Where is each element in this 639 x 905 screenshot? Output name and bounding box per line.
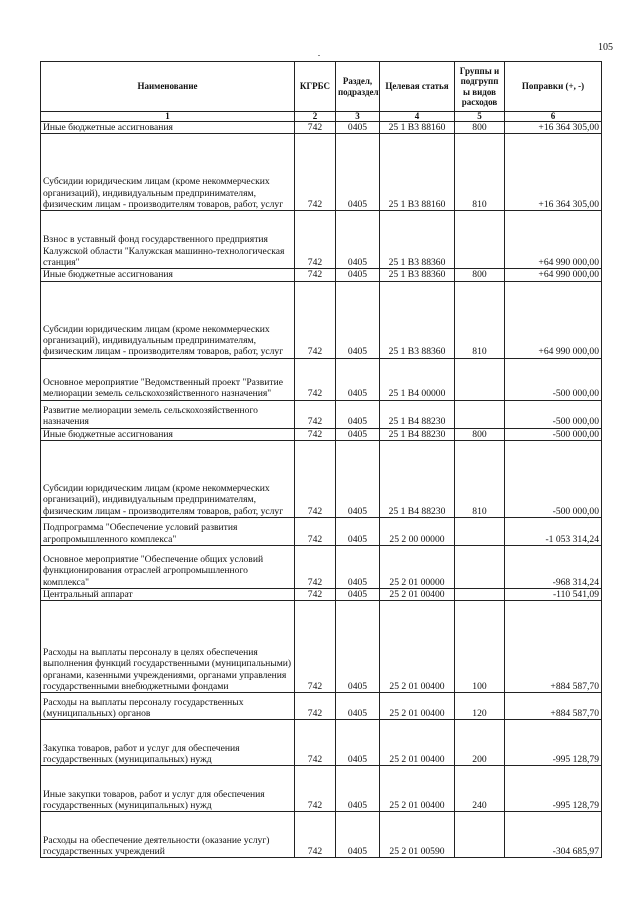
row-target: 25 2 01 00400 <box>380 766 455 812</box>
row-group <box>455 812 505 858</box>
row-section: 0405 <box>336 517 380 545</box>
row-amount: -304 685,97 <box>505 812 602 858</box>
row-target: 25 1 B3 88160 <box>380 122 455 134</box>
row-kgrbs: 742 <box>295 588 336 600</box>
row-kgrbs: 742 <box>295 400 336 428</box>
table-body <box>41 122 602 858</box>
column-number: 3 <box>336 112 380 122</box>
row-group <box>455 358 505 400</box>
row-group: 120 <box>455 693 505 720</box>
header-name: Наименование <box>41 62 295 112</box>
row-name: Иные бюджетные ассигнования <box>41 122 295 134</box>
column-number: 2 <box>295 112 336 122</box>
row-kgrbs: 742 <box>295 428 336 440</box>
row-section: 0405 <box>336 545 380 588</box>
table-row <box>41 358 602 400</box>
row-name: Развитие мелиорации земель сельскохозяйственного назначения <box>41 400 295 428</box>
row-group: 100 <box>455 601 505 693</box>
row-group: 240 <box>455 766 505 812</box>
row-target: 25 2 01 00400 <box>380 720 455 766</box>
budget-table <box>40 61 602 858</box>
row-name: Центральный аппарат <box>41 588 295 600</box>
row-amount: -968 314,24 <box>505 545 602 588</box>
row-amount: -110 541,09 <box>505 588 602 600</box>
row-kgrbs: 742 <box>295 766 336 812</box>
row-section: 0405 <box>336 400 380 428</box>
header-groups: Группы и подгрупп ы видов расходов <box>455 62 505 112</box>
row-name: Расходы на обеспечение деятельности (оказание услуг) государственных учреждений <box>41 812 295 858</box>
row-name: Иные бюджетные ассигнования <box>41 269 295 281</box>
scan-speck <box>318 55 320 56</box>
table-row <box>41 545 602 588</box>
row-target: 25 1 B3 88360 <box>380 281 455 358</box>
row-kgrbs: 742 <box>295 134 336 211</box>
row-section: 0405 <box>336 134 380 211</box>
column-number-row <box>41 112 602 122</box>
row-section: 0405 <box>336 693 380 720</box>
column-number: 5 <box>455 112 505 122</box>
row-amount: -500 000,00 <box>505 358 602 400</box>
row-name: Подпрограмма "Обеспечение условий развития агропромышленного комплекса" <box>41 517 295 545</box>
row-kgrbs: 742 <box>295 211 336 269</box>
row-name: Субсидии юридическим лицам (кроме некоммерческих организаций), индивидуальным предпринимателям, физическим лицам - производителям товаров, работ, услуг <box>41 440 295 517</box>
row-section: 0405 <box>336 358 380 400</box>
row-kgrbs: 742 <box>295 601 336 693</box>
row-group <box>455 588 505 600</box>
row-group <box>455 400 505 428</box>
row-target: 25 1 B4 88230 <box>380 440 455 517</box>
row-kgrbs: 742 <box>295 269 336 281</box>
column-number: 4 <box>380 112 455 122</box>
row-section: 0405 <box>336 812 380 858</box>
row-amount: +64 990 000,00 <box>505 211 602 269</box>
row-section: 0405 <box>336 601 380 693</box>
row-group <box>455 211 505 269</box>
row-kgrbs: 742 <box>295 440 336 517</box>
row-section: 0405 <box>336 281 380 358</box>
row-amount: -995 128,79 <box>505 766 602 812</box>
row-amount: +64 990 000,00 <box>505 269 602 281</box>
row-amount: -500 000,00 <box>505 440 602 517</box>
row-section: 0405 <box>336 122 380 134</box>
row-section: 0405 <box>336 269 380 281</box>
row-target: 25 2 01 00000 <box>380 545 455 588</box>
row-name: Расходы на выплаты персоналу государственных (муниципальных) органов <box>41 693 295 720</box>
row-group: 800 <box>455 428 505 440</box>
table-row <box>41 134 602 211</box>
row-group: 810 <box>455 440 505 517</box>
row-target: 25 2 01 00400 <box>380 601 455 693</box>
header-row <box>41 62 602 112</box>
row-target: 25 1 B3 88360 <box>380 211 455 269</box>
row-group: 800 <box>455 122 505 134</box>
row-kgrbs: 742 <box>295 517 336 545</box>
row-amount: -500 000,00 <box>505 400 602 428</box>
row-name: Закупка товаров, работ и услуг для обеспечения государственных (муниципальных) нужд <box>41 720 295 766</box>
row-target: 25 2 00 00000 <box>380 517 455 545</box>
row-group <box>455 545 505 588</box>
table-row <box>41 400 602 428</box>
row-target: 25 2 01 00590 <box>380 812 455 858</box>
row-name: Основное мероприятие "Обеспечение общих условий функционирования отраслей агропромышленного комплекса" <box>41 545 295 588</box>
row-name: Субсидии юридическим лицам (кроме некоммерческих организаций), индивидуальным предпринимателям, физическим лицам - производителям товаров, работ, услуг <box>41 281 295 358</box>
header-amendments: Поправки (+, -) <box>505 62 602 112</box>
row-group: 810 <box>455 281 505 358</box>
row-amount: +16 364 305,00 <box>505 122 602 134</box>
row-target: 25 1 B4 00000 <box>380 358 455 400</box>
header-kgrbs: КГРБС <box>295 62 336 112</box>
table-row <box>41 766 602 812</box>
row-amount: +884 587,70 <box>505 693 602 720</box>
row-kgrbs: 742 <box>295 122 336 134</box>
table-row <box>41 428 602 440</box>
row-section: 0405 <box>336 766 380 812</box>
row-target: 25 1 B3 88160 <box>380 134 455 211</box>
row-kgrbs: 742 <box>295 812 336 858</box>
row-target: 25 2 01 00400 <box>380 693 455 720</box>
row-section: 0405 <box>336 428 380 440</box>
header-section: Раздел, подраздел <box>336 62 380 112</box>
row-group: 810 <box>455 134 505 211</box>
row-name: Основное мероприятие "Ведомственный проект "Развитие мелиорации земель сельскохозяйственного назначения" <box>41 358 295 400</box>
table-row <box>41 269 602 281</box>
table-row <box>41 720 602 766</box>
row-kgrbs: 742 <box>295 720 336 766</box>
table-row <box>41 211 602 269</box>
row-kgrbs: 742 <box>295 545 336 588</box>
row-amount: -995 128,79 <box>505 720 602 766</box>
row-amount: -1 053 314,24 <box>505 517 602 545</box>
row-amount: +64 990 000,00 <box>505 281 602 358</box>
column-number: 6 <box>505 112 602 122</box>
row-kgrbs: 742 <box>295 693 336 720</box>
table-row <box>41 440 602 517</box>
row-group: 200 <box>455 720 505 766</box>
row-target: 25 1 B4 88230 <box>380 400 455 428</box>
row-amount: -500 000,00 <box>505 428 602 440</box>
row-name: Иные бюджетные ассигнования <box>41 428 295 440</box>
row-section: 0405 <box>336 588 380 600</box>
row-group <box>455 517 505 545</box>
row-amount: +884 587,70 <box>505 601 602 693</box>
row-kgrbs: 742 <box>295 281 336 358</box>
row-section: 0405 <box>336 440 380 517</box>
page-number: 105 <box>598 42 613 53</box>
row-section: 0405 <box>336 720 380 766</box>
table-row <box>41 517 602 545</box>
row-target: 25 2 01 00400 <box>380 588 455 600</box>
row-name: Иные закупки товаров, работ и услуг для обеспечения государственных (муниципальных) нужд <box>41 766 295 812</box>
row-target: 25 1 B4 88230 <box>380 428 455 440</box>
table-row <box>41 601 602 693</box>
table-row <box>41 812 602 858</box>
header-target: Целевая статья <box>380 62 455 112</box>
table-row <box>41 122 602 134</box>
table-row <box>41 693 602 720</box>
row-group: 800 <box>455 269 505 281</box>
table-row <box>41 281 602 358</box>
row-name: Субсидии юридическим лицам (кроме некоммерческих организаций), индивидуальным предпринимателям, физическим лицам - производителям товаров, работ, услуг <box>41 134 295 211</box>
row-name: Взнос в уставный фонд государственного предприятия Калужской области "Калужская машинно-технологическая станция" <box>41 211 295 269</box>
row-section: 0405 <box>336 211 380 269</box>
row-amount: +16 364 305,00 <box>505 134 602 211</box>
table-row <box>41 588 602 600</box>
column-number: 1 <box>41 112 295 122</box>
row-name: Расходы на выплаты персоналу в целях обеспечения выполнения функций государственными (муниципальными) органами, казенными учреждениями, органами управления государственными внебюджетными фондами <box>41 601 295 693</box>
row-kgrbs: 742 <box>295 358 336 400</box>
row-target: 25 1 B3 88360 <box>380 269 455 281</box>
